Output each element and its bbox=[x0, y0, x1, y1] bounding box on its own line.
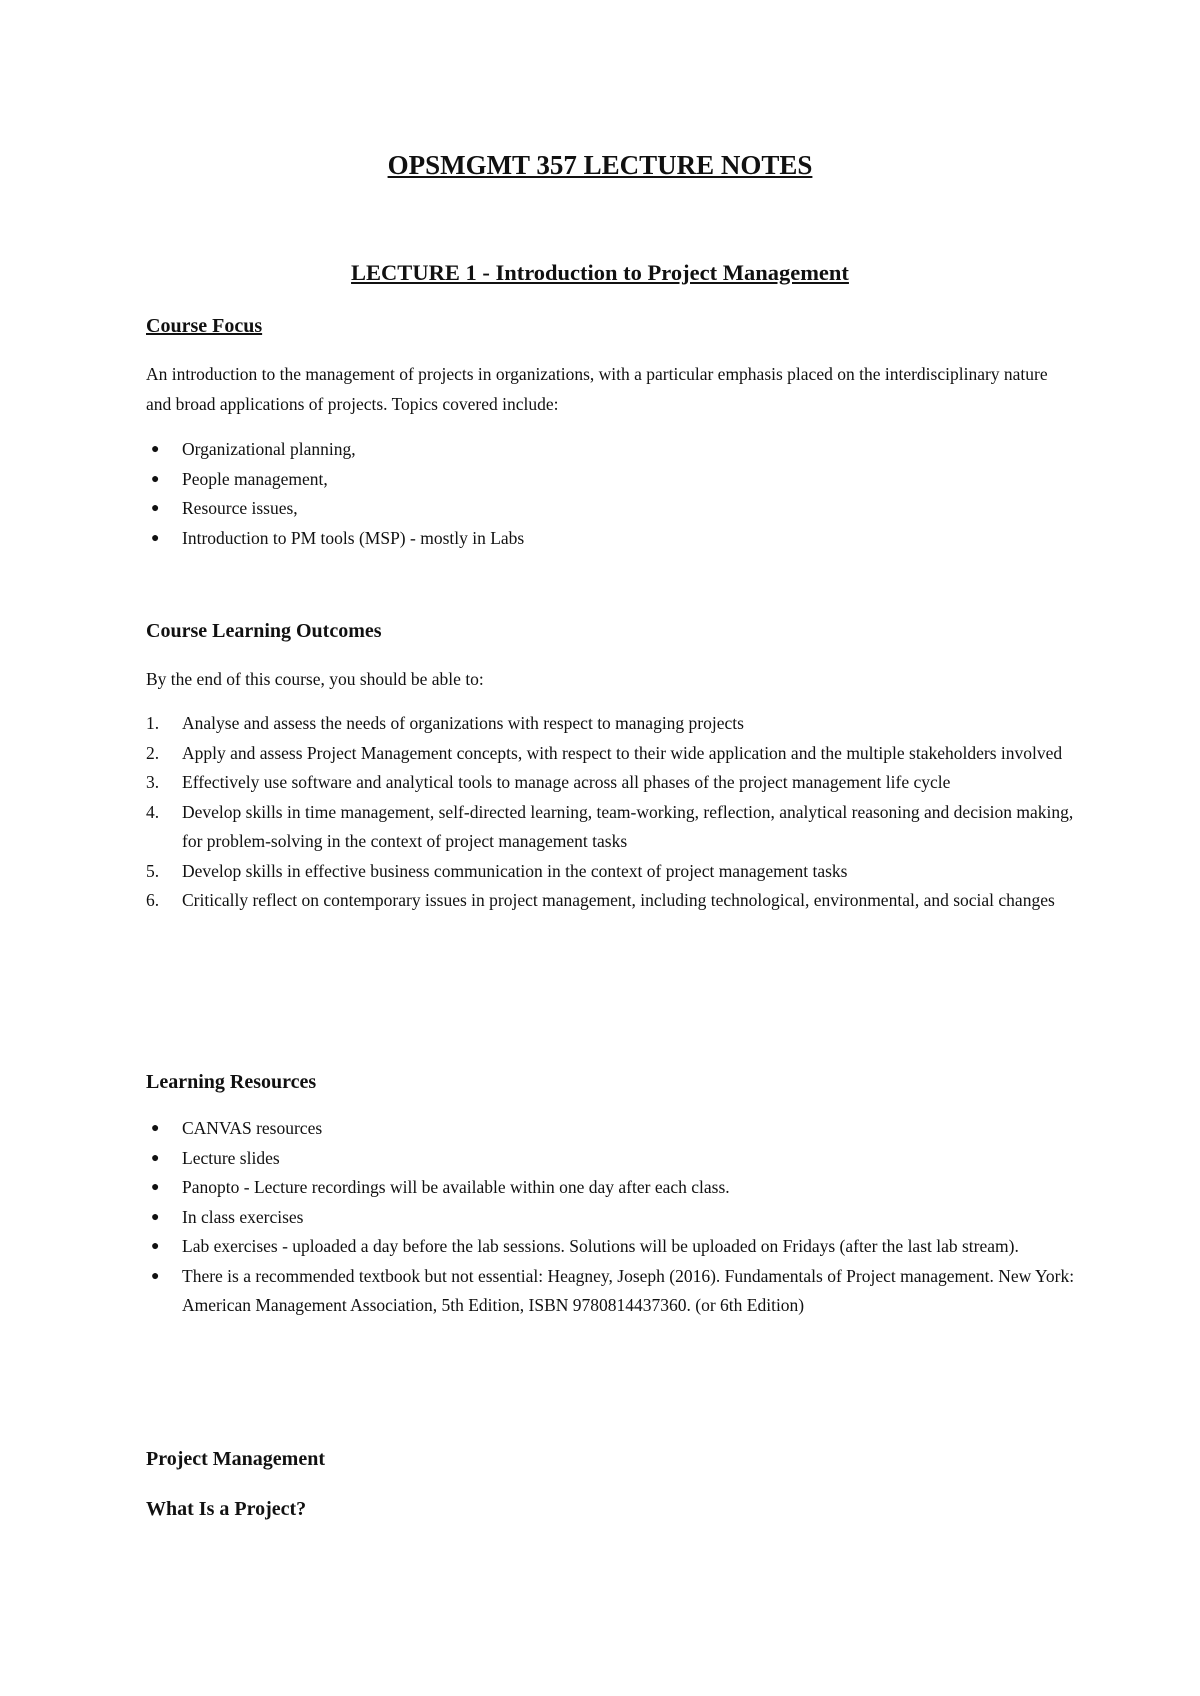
list-item bbox=[146, 1232, 1076, 1262]
list-item bbox=[146, 1262, 1076, 1321]
list-item bbox=[146, 1173, 1076, 1203]
list-item bbox=[146, 1114, 1076, 1144]
list-item: 4. Develop skills in time management, self-directed learning, team-working, reflection, analytical reasoning and decision making, for problem-solving in the context of project management tasks bbox=[146, 801, 1074, 851]
list-item-text: Analyse and assess the needs of organizations with respect to managing projects bbox=[182, 713, 744, 733]
list-item bbox=[146, 1144, 1076, 1174]
bullet-icon: ● bbox=[151, 501, 160, 516]
list-item-text: People management, bbox=[182, 468, 328, 489]
list-item-text: Introduction to PM tools (MSP) - mostly in Labs bbox=[182, 527, 525, 548]
bullet-icon: ● bbox=[151, 471, 160, 487]
list-item bbox=[146, 524, 1076, 554]
learning-resources-heading: Learning Resources bbox=[146, 1071, 317, 1093]
course-focus-list bbox=[146, 435, 1076, 553]
list-item bbox=[146, 494, 1076, 524]
bullet-icon: ● bbox=[151, 1268, 160, 1284]
list-item bbox=[146, 435, 1076, 465]
list-item-text: Apply and assess Project Management concepts, with respect to their wide application and the multiple stakeholders involved bbox=[182, 742, 1063, 763]
bullet-icon: ● bbox=[151, 1121, 160, 1136]
list-item-text: Lecture slides bbox=[182, 1147, 280, 1168]
bullet-icon: ● bbox=[151, 442, 160, 457]
list-item-text: Effectively use software and analytical tools to manage across all phases of the project management life cycle bbox=[182, 772, 951, 792]
learning-outcomes-heading: Course Learning Outcomes bbox=[146, 620, 382, 642]
list-item-text: Organizational planning, bbox=[182, 439, 356, 459]
list-item-text: Resource issues, bbox=[182, 498, 298, 518]
project-management-heading: Project Management bbox=[146, 1448, 326, 1470]
list-item-text: Panopto - Lecture recordings will be available within one day after each class. bbox=[182, 1177, 730, 1197]
list-item bbox=[146, 1203, 1076, 1233]
learning-resources-list bbox=[146, 1114, 1076, 1321]
bullet-icon: ● bbox=[151, 1209, 160, 1225]
learning-outcomes-intro: By the end of this course, you should be able to: bbox=[146, 669, 484, 689]
lecture-title: LECTURE 1 - Introduction to Project Management bbox=[351, 260, 849, 285]
list-item-text: Lab exercises - uploaded a day before the lab sessions. Solutions will be uploaded on Fridays (after the last lab stream). bbox=[182, 1236, 1019, 1256]
list-item-text: Develop skills in time management, self-directed learning, team-working, reflection, analytical reasoning and decision making, for problem-solving in the context of project management tasks bbox=[182, 801, 1074, 851]
list-item: 2. Apply and assess Project Management concepts, with respect to their wide application and the multiple stakeholders involved bbox=[146, 742, 1063, 763]
list-item bbox=[146, 465, 1076, 495]
bullet-icon: ● bbox=[151, 530, 160, 546]
list-item: 6. Critically reflect on contemporary issues in project management, including technological, environmental, and social changes bbox=[146, 890, 1055, 910]
bullet-icon: ● bbox=[151, 1180, 160, 1195]
list-item-text: Develop skills in effective business communication in the context of project management tasks bbox=[182, 860, 848, 881]
list-item: 5. Develop skills in effective business communication in the context of project management tasks bbox=[146, 860, 848, 881]
bullet-icon: ● bbox=[151, 1150, 160, 1166]
list-item-text: There is a recommended textbook but not essential: Heagney, Joseph (2016). Fundamentals of Project management. New York: American Management Association, 5th Edition, ISBN 9780814437360. (or 6th Edition) bbox=[182, 1265, 1075, 1315]
course-focus-heading: Course Focus bbox=[146, 315, 263, 337]
list-item: 1. Analyse and assess the needs of organizations with respect to managing projects bbox=[146, 713, 744, 733]
course-focus-paragraph: An introduction to the management of projects in organizations, with a particular emphasis placed on the interdisciplinary nature and broad applications of projects. Topics covered include: bbox=[146, 364, 1048, 414]
list-item-text: In class exercises bbox=[182, 1206, 304, 1227]
list-item-text: Critically reflect on contemporary issues in project management, including technological, environmental, and social changes bbox=[182, 890, 1055, 910]
what-is-a-project-heading: What Is a Project? bbox=[146, 1498, 307, 1520]
list-item: 3. Effectively use software and analytical tools to manage across all phases of the project management life cycle bbox=[146, 772, 951, 792]
document-title: OPSMGMT 357 LECTURE NOTES bbox=[387, 150, 813, 180]
bullet-icon: ● bbox=[151, 1239, 160, 1254]
list-item-text: CANVAS resources bbox=[182, 1118, 323, 1138]
learning-outcomes-list bbox=[146, 709, 1076, 916]
